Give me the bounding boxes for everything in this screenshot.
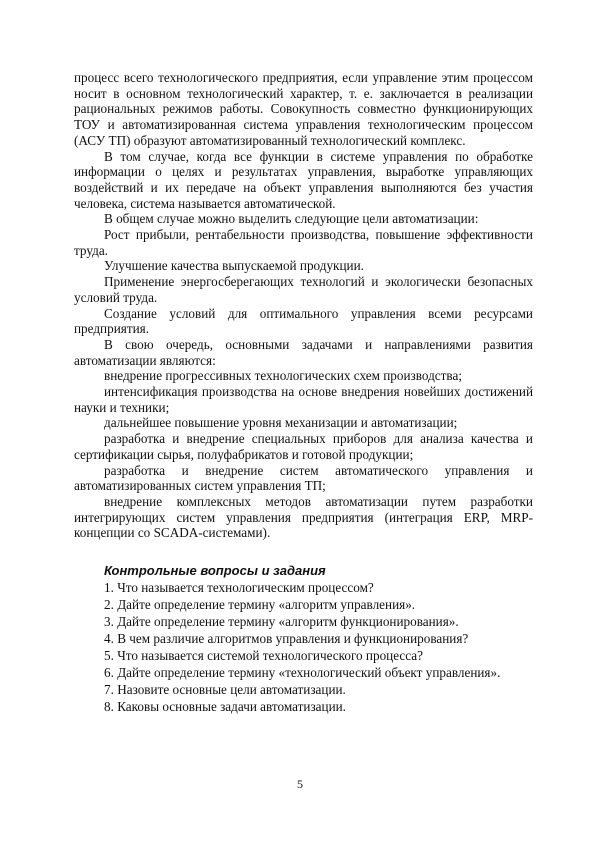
paragraph: Применение энергосберегающих технологий и экологически безопасных условий труда. <box>74 274 533 305</box>
paragraph: внедрение прогрессивных технологических схем производства; <box>104 368 462 384</box>
list-item: 1. Что называется технологическим процессом? <box>104 580 374 596</box>
paragraph: В свою очередь, основными задачами и направлениями развития автоматизации являются: <box>74 336 533 368</box>
paragraph: дальнейшее повышение уровня механизации и автоматизации; <box>104 415 458 431</box>
questions-list <box>74 579 533 715</box>
paragraph: разработка и внедрение систем автоматического управления и автоматизированных систем управления ТП; <box>74 462 533 494</box>
paragraph: интенсификация производства на основе внедрения новейших достижений науки и техники; <box>74 384 533 415</box>
list-item: 8. Каковы основные задачи автоматизации. <box>104 699 346 715</box>
page-body <box>74 70 533 715</box>
list-item: 7. Назовите основные цели автоматизации. <box>104 682 346 698</box>
paragraph: В том случае, когда все функции в системе управления по обработке информации о целях и результатах управления, выработке управляющих воздействий и их передаче на объект управления выполняются без участия человека, система называется автоматической. <box>74 148 533 211</box>
page-number: 5 <box>297 777 303 791</box>
list-item: 4. В чем различие алгоритмов управления и функционирования? <box>104 631 469 647</box>
paragraph: Рост прибыли, рентабельности производства, повышение эффективности труда. <box>74 227 533 258</box>
paragraph: разработка и внедрение специальных приборов для анализа качества и сертификации сырья, полуфабрикатов и готовой продукции; <box>74 431 533 462</box>
section-heading: Контрольные вопросы и задания <box>104 563 326 579</box>
paragraph: В общем случае можно выделить следующие цели автоматизации: <box>104 211 479 227</box>
paragraph: процесс всего технологического предприятия, если управление этим процессом носит в основном технологический характер, т. е. заключается в реализации рациональных режимов работы. Совокупность совместно функционирующих ТОУ и автоматизированная система управления технологическим процессом (АСУ ТП) образуют автоматизированный технологический комплекс. <box>74 70 533 148</box>
paragraph: Улучшение качества выпускаемой продукции. <box>104 258 364 274</box>
paragraph: внедрение комплексных методов автоматизации путем разработки интегрирующих систем управления предприятия (интеграция ERP, MRP-концепции со SCADA-системами). <box>74 493 533 541</box>
list-item: 6. Дайте определение термину «технологический объект управления». <box>104 665 501 681</box>
list-item: 2. Дайте определение термину «алгоритм управления». <box>104 597 416 613</box>
list-item: 3. Дайте определение термину «алгоритм функционирования». <box>104 614 459 630</box>
list-item: 5. Что называется системой технологического процесса? <box>104 648 423 664</box>
body-text <box>74 70 533 541</box>
paragraph: Создание условий для оптимального управления всеми ресурсами предприятия. <box>74 305 533 337</box>
